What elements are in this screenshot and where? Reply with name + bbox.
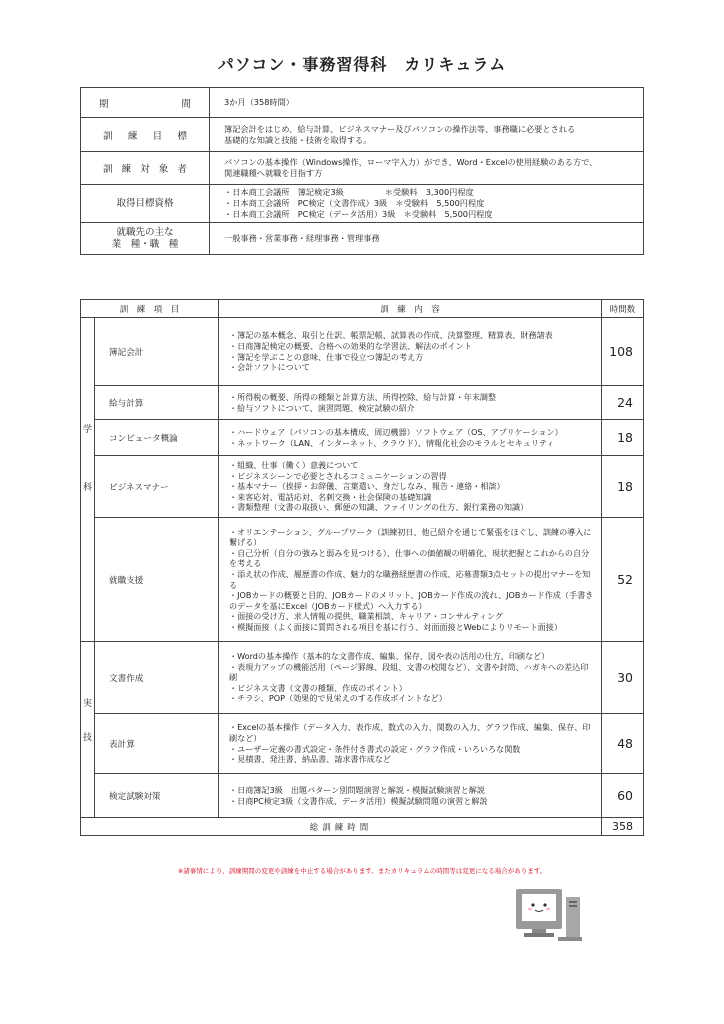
content-line: ・模擬面接（よく面接に質問される項目を基に行う、対面面接とWebによりリモート面接）	[229, 621, 562, 632]
info-label-char: 間	[181, 98, 191, 110]
subject-name: 検定試験対策	[95, 774, 219, 818]
subject-content	[219, 456, 602, 518]
total-label: 総訓練時間	[81, 818, 602, 836]
content-line: ・日商簿記検定の概要、合格への効果的な学習法、解法のポイント	[229, 340, 472, 351]
content-line: ・簿記を学ぶことの意味、仕事で役立つ簿記の考え方	[229, 351, 424, 362]
info-value-line: 基礎的な知識と技能・技術を取得する。	[224, 134, 372, 145]
curriculum-row	[81, 642, 644, 714]
content-line: ・添え状の作成、履歴書の作成、魅力的な職務経歴書の作成、応募書類3点セットの提出マナーを知る	[229, 568, 591, 590]
info-value	[210, 88, 644, 118]
content-line: ・来客応対、電話応対、名刺交換・社会保険の基礎知識	[229, 491, 432, 502]
subject-hours: 52	[602, 518, 644, 642]
info-row	[81, 152, 644, 185]
info-label	[81, 152, 210, 185]
content-line: ・所得税の概要、所得の種類と計算方法、所得控除、給与計算・年末調整	[229, 391, 497, 402]
curriculum-table	[80, 299, 644, 836]
subject-name: 表計算	[95, 714, 219, 774]
content-line: ・ビジネスシーンで必要とされるコミュニケーションの習得	[229, 470, 447, 481]
content-line: ・ネットワーク（LAN、インターネット、クラウド）、情報化社会のモラルとセキュリティ	[229, 437, 555, 448]
info-label	[81, 223, 210, 255]
info-value	[210, 118, 644, 152]
content-line: ・日商簿記3級 出題パターン別問題演習と解説・模擬試験演習と解説	[229, 784, 485, 795]
subject-name: コンピュータ概論	[95, 420, 219, 456]
info-label-line: 就職先の主な	[116, 226, 174, 238]
info-value	[210, 185, 644, 223]
info-label-char: 標	[177, 130, 187, 142]
monitor-screen	[522, 894, 556, 921]
subject-content	[219, 714, 602, 774]
category-char: 学	[82, 424, 92, 435]
subject-hours: 24	[602, 386, 644, 420]
info-row	[81, 185, 644, 223]
subject-hours: 30	[602, 642, 644, 714]
category-gakka	[81, 318, 95, 642]
category-char: 技	[82, 732, 92, 743]
info-label-char: 訓	[103, 130, 113, 142]
content-line: ・オリエンテーション、グループワーク（訓練初日、他己紹介を通じて緊張をほぐし、訓練の導入に繋げる）	[229, 526, 592, 548]
category-jitsugi	[81, 642, 95, 818]
info-label-char: 期	[99, 98, 109, 110]
subject-content	[219, 318, 602, 386]
info-label-char: 者	[177, 164, 187, 175]
header-item: 訓 練 項 目	[81, 300, 219, 318]
subject-hours: 108	[602, 318, 644, 386]
info-value-line: 関連職種へ就職を目指す方	[224, 168, 323, 178]
subject-content	[219, 420, 602, 456]
curriculum-row	[81, 518, 644, 642]
content-line: ・面接の受け方、求人情報の提供、職業相談、キャリア・コンサルティング	[229, 611, 503, 622]
info-value-line: ・日本商工会議所 PC検定（文書作成）3級 ＊受験料 5,500円程度	[224, 198, 485, 208]
subject-hours: 48	[602, 714, 644, 774]
content-line: ・表現力アップの機能活用（ページ罫線、段組、文書の校閲など）、文書や封筒、ハガキへの差込印刷	[229, 661, 589, 683]
content-line: ・ユーザー定義の書式設定・条件付き書式の設定・グラフ作成・いろいろな関数	[229, 743, 521, 754]
content-line: ・JOBカードの概要と目的、JOBカードのメリット、JOBカード作成の流れ、JOBカード作成（手書きのデータを基にExcel（JOBカード様式）へ入力する）	[229, 590, 594, 611]
subject-content	[219, 642, 602, 714]
info-label-char: 目	[152, 130, 163, 142]
info-label	[81, 118, 210, 152]
subject-content	[219, 774, 602, 818]
content-line: ・ハードウェア（パソコンの基本構成、周辺機器）ソフトウェア（OS、アプリケーション）	[229, 426, 563, 437]
content-line: ・基本マナー（挨拶・お辞儀、言葉遣い、身だしなみ、報告・連絡・相談）	[229, 481, 505, 492]
content-line: ・書類整理（文書の取扱い、郵便の知識、ファイリングの仕方、銀行業務の知識）	[229, 502, 529, 513]
content-line: ・Excelの基本操作（データ入力、表作成、数式の入力、関数の入力、グラフ作成、編集、保存、印刷など）	[229, 722, 591, 743]
curriculum-row	[81, 774, 644, 818]
curriculum-row	[81, 318, 644, 386]
info-value-line: 一般事務・営業事務・経理事務・管理事務	[224, 233, 380, 243]
info-label-char: 練	[121, 164, 132, 175]
subject-hours: 18	[602, 420, 644, 456]
info-label	[81, 88, 210, 118]
subject-name: 給与計算	[95, 386, 219, 420]
info-value-line: ・日本商工会議所 PC検定（データ活用）3級 ＊受験料 5,500円程度	[224, 209, 493, 219]
category-char: 実	[82, 698, 92, 709]
computer-mascot-icon	[514, 885, 584, 945]
info-label-char: 練	[127, 130, 138, 142]
category-char: 科	[82, 482, 92, 493]
subject-name: 文書作成	[95, 642, 219, 714]
curriculum-header-row	[81, 300, 644, 318]
content-line: ・日商PC検定3級（文書作成、データ活用）模擬試験問題の演習と解説	[229, 795, 488, 806]
curriculum-row	[81, 714, 644, 774]
info-value	[210, 152, 644, 185]
content-line: ・自己分析（自分の強みと弱みを見つける）、仕事への価値観の明確化、現状把握とこれからの自分を考える	[229, 547, 590, 569]
content-line: ・ビジネス文書（文書の種類、作成のポイント）	[229, 682, 407, 693]
subject-content	[219, 518, 602, 642]
header-hours: 時間数	[602, 300, 644, 318]
content-line: ・Wordの基本操作（基本的な文書作成、編集、保存、図や表の活用の仕方、印刷など）	[229, 651, 550, 662]
subject-name: ビジネスマナー	[95, 456, 219, 518]
header-content: 訓 練 内 容	[219, 300, 602, 318]
info-label-char: 訓	[103, 164, 113, 175]
info-label-line: 業 種・職 種	[111, 238, 179, 250]
subject-name: 就職支援	[95, 518, 219, 642]
subject-name: 簿記会計	[95, 318, 219, 386]
curriculum-row	[81, 456, 644, 518]
info-value	[210, 223, 644, 255]
info-label-char: 対	[140, 164, 150, 175]
info-value-line: ・日本商工会議所 簿記検定3級 ＊受験料 3,300円程度	[224, 187, 474, 197]
keyboard	[558, 937, 582, 941]
total-hours: 358	[602, 818, 644, 836]
info-row	[81, 88, 644, 118]
content-line: ・組織、仕事（働く）意義について	[229, 460, 359, 471]
subject-content	[219, 386, 602, 420]
info-row	[81, 223, 644, 255]
page-title: パソコン・事務習得科 カリキュラム	[217, 55, 507, 74]
info-row	[81, 118, 644, 152]
content-line: ・見積書、発注書、納品書、請求書作成など	[229, 754, 391, 765]
course-info-table	[80, 87, 644, 255]
content-line: ・チラシ、POP（効果的で見栄えのする作成ポイントなど）	[229, 693, 447, 704]
info-label	[81, 185, 210, 223]
content-line: ・会計ソフトについて	[229, 362, 310, 373]
info-value-line: パソコンの基本操作（Windows操作、ローマ字入力）ができ、Word・Excelの使用経験のある方で、	[224, 157, 598, 167]
info-label-char: 象	[158, 164, 169, 175]
curriculum-row	[81, 420, 644, 456]
content-line: ・給与ソフトについて、演習問題、検定試験の紹介	[229, 402, 415, 413]
subject-hours: 18	[602, 456, 644, 518]
curriculum-row	[81, 386, 644, 420]
info-value-line: 3か月（358時間）	[224, 97, 294, 107]
disclaimer-note: ※諸事情により、訓練期間の変更や訓練を中止する場合があります。またカリキュラムの時間等は変更になる場合があります。	[177, 867, 547, 875]
total-row	[81, 818, 644, 836]
info-label-line: 取得目標資格	[116, 197, 174, 209]
content-line: ・簿記の基本概念、取引と仕訳、帳票記帳、試算表の作成、決算整理、精算表、財務諸表	[229, 330, 553, 341]
info-value-line: 簿記会計をはじめ、給与計算、ビジネスマナー及びパソコンの操作法等、事務職に必要とされる	[224, 123, 576, 134]
subject-hours: 60	[602, 774, 644, 818]
